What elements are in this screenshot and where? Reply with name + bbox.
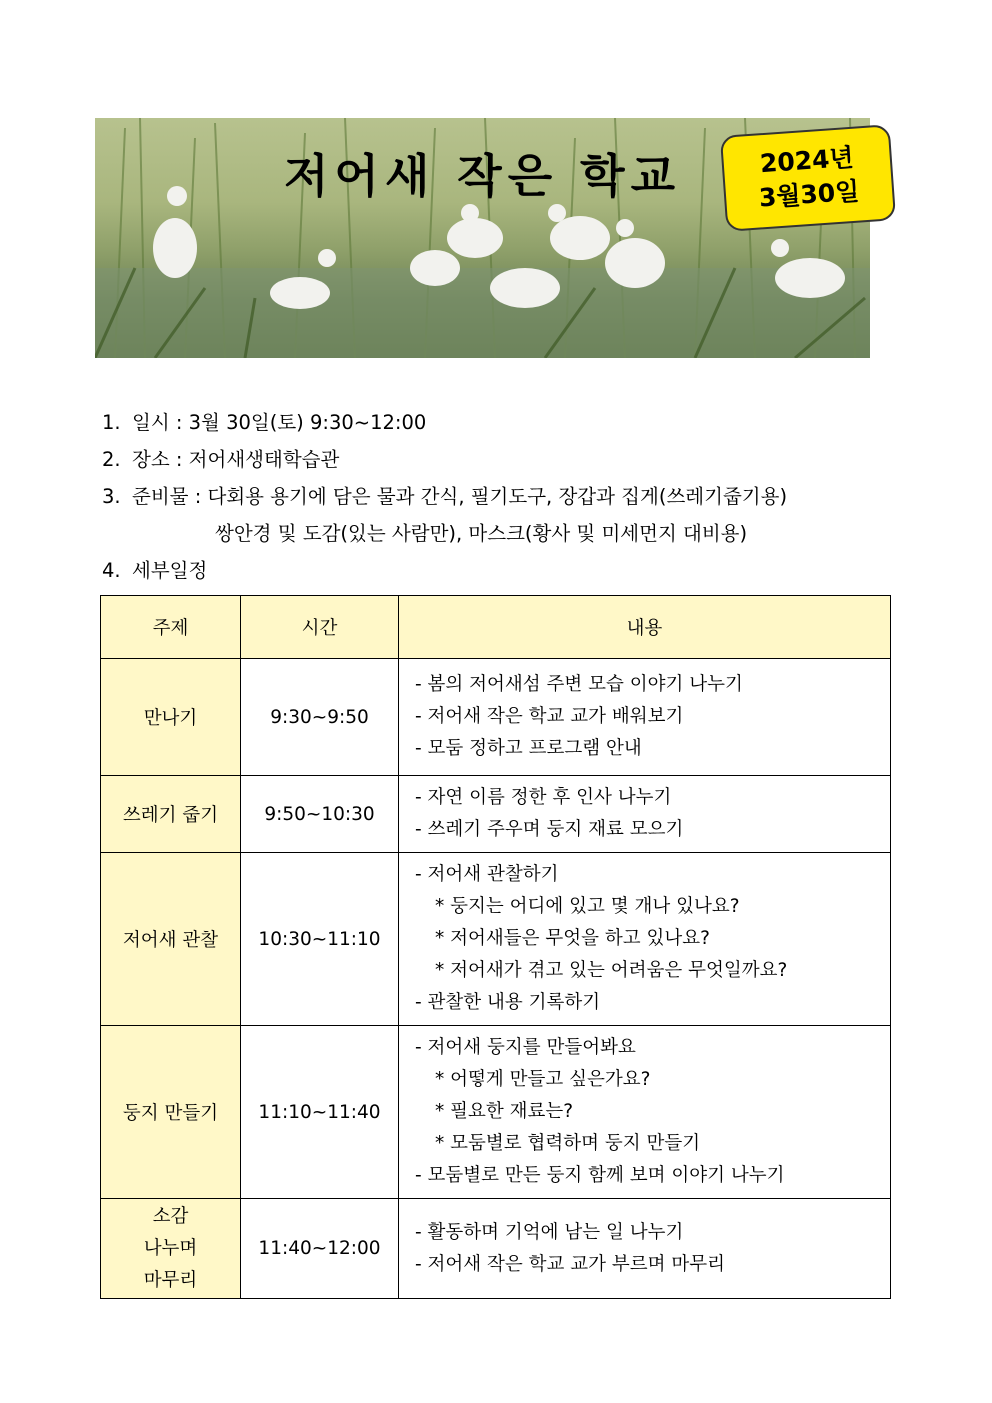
- info-text: 일시 : 3월 30일(토) 9:30~12:00: [132, 411, 427, 434]
- content-line: - 자연 이름 정한 후 인사 나누기: [415, 787, 672, 808]
- row-time: 10:30~11:10: [241, 853, 399, 1026]
- info-text: 세부일정: [132, 559, 208, 582]
- info-text: 장소 : 저어새생태학습관: [132, 448, 340, 471]
- content-line: - 활동하며 기억에 남는 일 나누기: [415, 1221, 684, 1243]
- row-content: [399, 1199, 891, 1299]
- topic-line: 소감: [152, 1205, 189, 1227]
- header-topic: 주제: [101, 596, 241, 659]
- row-time: 9:30~9:50: [241, 659, 399, 776]
- header-content: 내용: [399, 596, 891, 659]
- info-num: 3.: [102, 485, 121, 508]
- content-line: * 모둠별로 협력하며 둥지 만들기: [435, 1133, 701, 1154]
- header-time: 시간: [241, 596, 399, 659]
- row-topic: 둥지 만들기: [101, 1026, 241, 1199]
- row-topic: 만나기: [101, 659, 241, 776]
- info-item-supplies-cont: [215, 516, 747, 552]
- content-line: * 필요한 재료는?: [435, 1101, 574, 1122]
- topic-line: 나누며: [143, 1237, 198, 1259]
- row-content: [399, 1026, 891, 1199]
- content-line: - 저어새 작은 학교 교가 부르며 마무리: [415, 1253, 726, 1275]
- content-line: - 관찰한 내용 기록하기: [415, 992, 601, 1013]
- row-content: [399, 659, 891, 776]
- table-header-row: [101, 596, 891, 659]
- row-topic: 쓰레기 줍기: [101, 776, 241, 853]
- content-line: - 저어새 둥지를 만들어봐요: [415, 1037, 636, 1058]
- page-title: 저어새 작은 학교: [283, 149, 682, 203]
- table-row: [101, 853, 891, 1026]
- content-line: - 쓰레기 주우며 둥지 재료 모으기: [415, 819, 684, 840]
- row-topic: 저어새 관찰: [101, 853, 241, 1026]
- row-time: 11:40~12:00: [241, 1199, 399, 1299]
- row-topic: [101, 1199, 241, 1299]
- content-line: * 둥지는 어디에 있고 몇 개나 있나요?: [435, 896, 740, 917]
- table-row: [101, 776, 891, 853]
- table-row: [101, 1026, 891, 1199]
- info-text: 준비물 : 다회용 용기에 담은 물과 간식, 필기도구, 장갑과 집게(쓰레기줍기용): [132, 485, 788, 508]
- date-badge: [720, 124, 896, 232]
- content-line: - 저어새 작은 학교 교가 배워보기: [415, 706, 684, 727]
- content-line: - 봄의 저어새섬 주변 모습 이야기 나누기: [415, 674, 743, 695]
- table-row: [101, 1199, 891, 1299]
- date-day: 3월30일: [758, 176, 861, 213]
- content-line: * 저어새가 겪고 있는 어려움은 무엇일까요?: [435, 960, 788, 981]
- content-line: * 어떻게 만들고 싶은가요?: [435, 1069, 651, 1090]
- row-content: [399, 853, 891, 1026]
- topic-line: 마무리: [143, 1269, 198, 1291]
- row-time: 11:10~11:40: [241, 1026, 399, 1199]
- info-item-date: [102, 405, 426, 441]
- content-line: * 저어새들은 무엇을 하고 있나요?: [435, 928, 710, 949]
- info-num: 4.: [102, 559, 121, 582]
- info-num: 2.: [102, 448, 121, 471]
- info-num: 1.: [102, 411, 121, 434]
- content-line: - 모둠별로 만든 둥지 함께 보며 이야기 나누기: [415, 1165, 785, 1186]
- schedule-table: [100, 595, 891, 1299]
- content-line: - 모둠 정하고 프로그램 안내: [415, 738, 642, 759]
- info-item-place: [102, 442, 339, 478]
- row-time: 9:50~10:30: [241, 776, 399, 853]
- content-line: - 저어새 관찰하기: [415, 864, 559, 885]
- date-year: 2024년: [759, 142, 855, 179]
- table-row: [101, 659, 891, 776]
- info-item-schedule: [102, 553, 207, 589]
- row-content: [399, 776, 891, 853]
- info-item-supplies: [102, 479, 787, 515]
- info-text: 쌍안경 및 도감(있는 사람만), 마스크(황사 및 미세먼지 대비용): [215, 522, 748, 545]
